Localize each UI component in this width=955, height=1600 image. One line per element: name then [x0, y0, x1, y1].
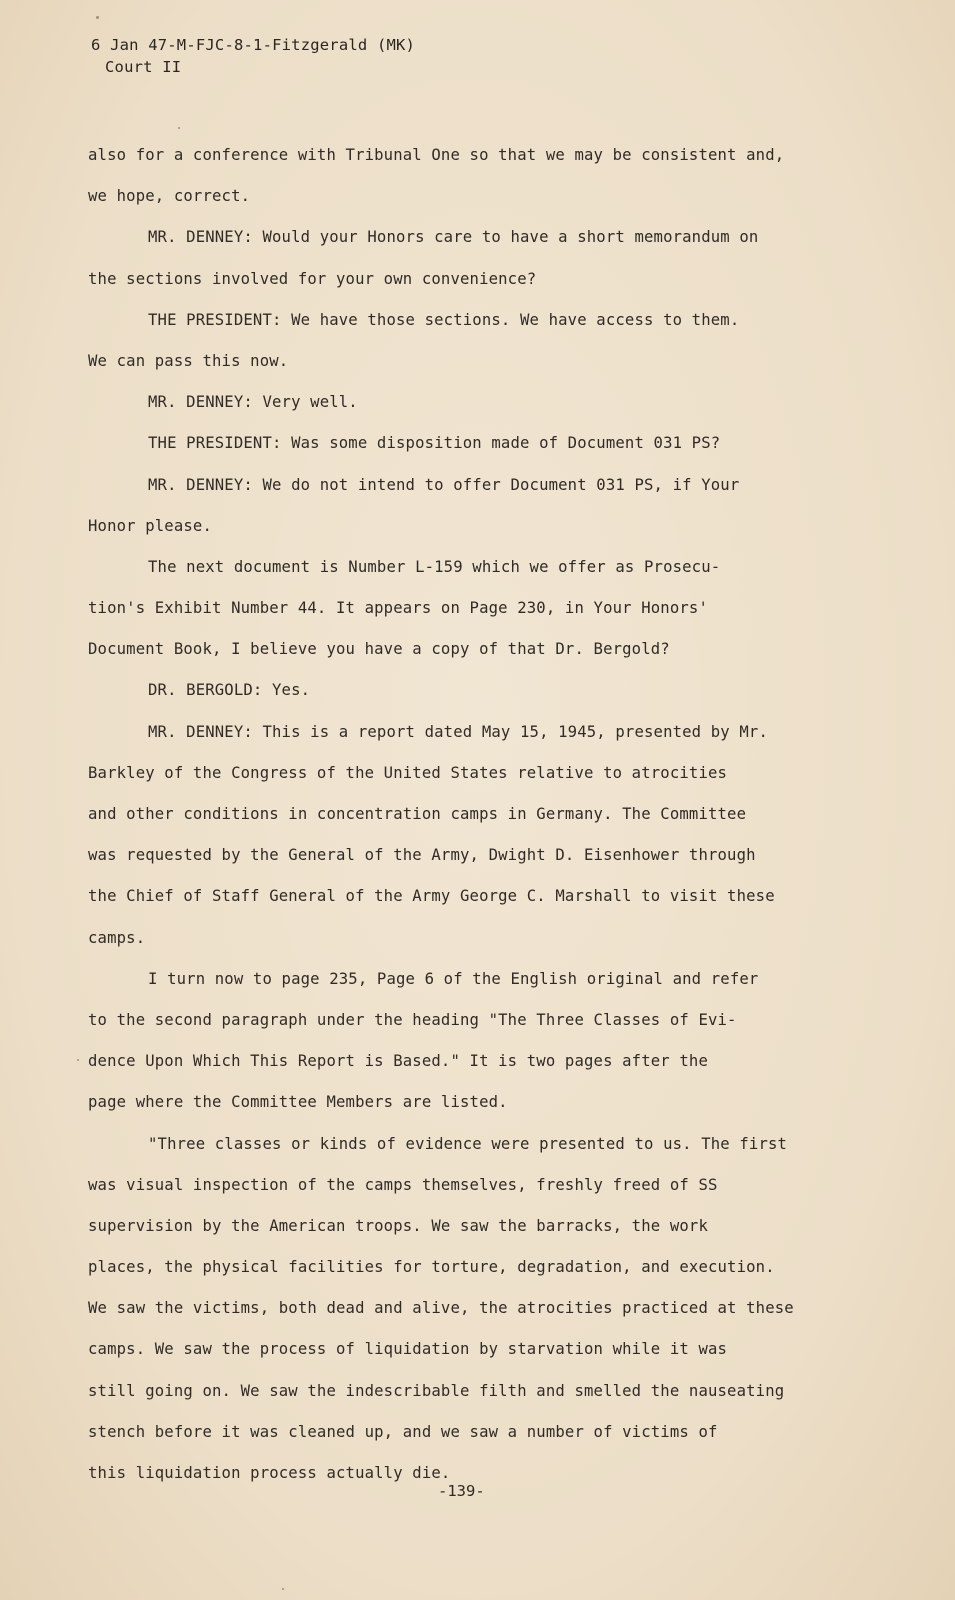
transcript-line: tion's Exhibit Number 44. It appears on Page 230, in Your Honors' [88, 599, 708, 618]
transcript-line: "Three classes or kinds of evidence were presented to us. The first [148, 1134, 788, 1153]
transcript-line: the sections involved for your own convenience? [88, 269, 537, 288]
transcript-line: I turn now to page 235, Page 6 of the English original and refer [148, 969, 759, 988]
transcript-line: Honor please. [88, 516, 212, 535]
transcript-line: we hope, correct. [88, 187, 251, 206]
transcript-line: supervision by the American troops. We saw the barracks, the work [88, 1216, 708, 1235]
transcript-line: MR. DENNEY: This is a report dated May 15, 1945, presented by Mr. [148, 722, 768, 741]
transcript-line: the Chief of Staff General of the Army George C. Marshall to visit these [88, 887, 775, 906]
paper-speck [178, 127, 180, 129]
page-number: -139- [438, 1482, 485, 1500]
transcript-line: places, the physical facilities for torture, degradation, and execution. [88, 1258, 775, 1277]
document-header [91, 34, 415, 78]
header-reference-line: 6 Jan 47-M-FJC-8-1-Fitzgerald (MK) [91, 36, 416, 54]
transcript-line: We saw the victims, both dead and alive, the atrocities practiced at these [88, 1299, 794, 1318]
transcript-line: still going on. We saw the indescribable filth and smelled the nauseating [88, 1381, 785, 1400]
transcript-line: We can pass this now. [88, 351, 289, 370]
transcript-line: was visual inspection of the camps themselves, freshly freed of SS [88, 1175, 718, 1194]
paper-speck [77, 1059, 79, 1061]
transcript-line: Barkley of the Congress of the United States relative to atrocities [88, 763, 728, 782]
paper-speck [282, 1588, 284, 1590]
transcript-line: and other conditions in concentration camps in Germany. The Committee [88, 805, 747, 823]
transcript-line: MR. DENNEY: We do not intend to offer Document 031 PS, if Your [148, 475, 740, 494]
transcript-body [88, 135, 868, 1494]
transcript-line: camps. [88, 928, 146, 947]
transcript-line: also for a conference with Tribunal One so that we may be consistent and, [88, 146, 785, 164]
header-court-line: Court II [105, 58, 182, 76]
transcript-line: dence Upon Which This Report is Based." It is two pages after the [88, 1052, 708, 1071]
transcript-line: The next document is Number L-159 which we offer as Prosecu- [148, 557, 721, 576]
transcript-line: Document Book, I believe you have a copy of that Dr. Bergold? [88, 640, 670, 659]
transcript-line: THE PRESIDENT: We have those sections. We have access to them. [148, 310, 740, 329]
transcript-line: camps. We saw the process of liquidation by starvation while it was [88, 1340, 728, 1359]
transcript-line: DR. BERGOLD: Yes. [148, 681, 311, 700]
transcript-line: page where the Committee Members are listed. [88, 1093, 508, 1112]
transcript-line: THE PRESIDENT: Was some disposition made of Document 031 PS? [148, 434, 721, 453]
transcript-line: MR. DENNEY: Very well. [148, 393, 358, 412]
transcript-line: this liquidation process actually die. [88, 1464, 451, 1482]
transcript-line: MR. DENNEY: Would your Honors care to have a short memorandum on [148, 228, 759, 247]
paper-speck [96, 16, 99, 19]
transcript-line: to the second paragraph under the heading "The Three Classes of Evi- [88, 1010, 737, 1029]
transcript-line: was requested by the General of the Army, Dwight D. Eisenhower through [88, 846, 756, 865]
transcript-line: stench before it was cleaned up, and we saw a number of victims of [88, 1422, 718, 1441]
